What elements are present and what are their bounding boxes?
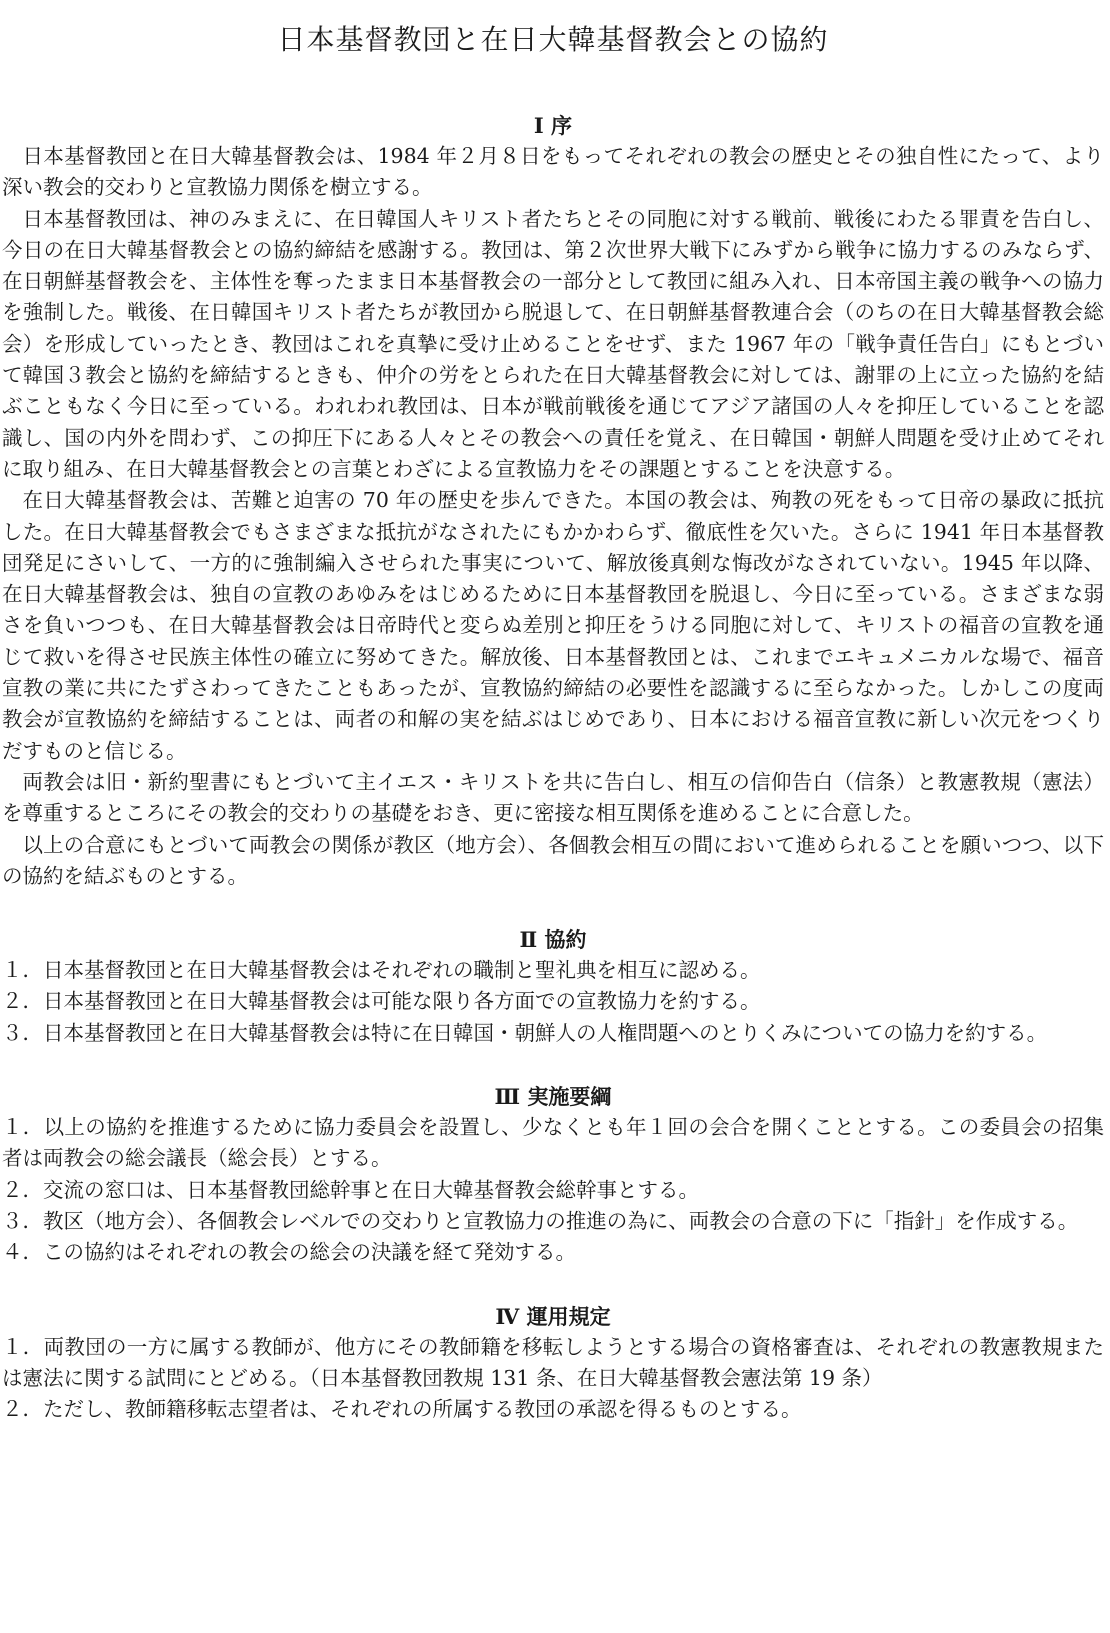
paragraph: 以上の合意にもとづいて両教会の関係が教区（地方会）、各個教会相互の間において進められることを願いつつ、以下の協約を結ぶものとする。 — [2, 832, 1104, 888]
list-item: ２．ただし、教師籍移転志望者は、それぞれの所属する教団の承認を得るものとする。 — [2, 1397, 802, 1422]
paragraph: 日本基督教団は、神のみまえに、在日韓国人キリスト者たちとその同胞に対する戦前、戦後にわたる罪責を告白し、今日の在日大韓基督教会との協約締結を感謝する。教団は、第２次世界大戦下にみずから戦争に協力するのみならず、在日朝鮮基督教会を、主体性を奪ったまま日本基督教会の一部分として教団に組み入れ、日本帝国主義の戦争への協力を強制した。戦後、在日韓国キリスト者たちが教団から脱退して、在日朝鮮基督教連合会（のちの在日大韓基督教会総会）を形成していったとき、教団はこれを真摯に受け止めることをせず、また 1967 年の「戦争責任告白」にもとづいて韓国３教会と協約を締結するときも、仲介の労をとられた在日大韓基督教会に対しては、謝罪の上に立った協約を結ぶこともなく今日に至っている。われわれ教団は、日本が戦前戦後を通じてアジア諸国の人々を抑圧していることを認識し、国の内外を問わず、この抑圧下にある人々とその教会への責任を覚え、在日韓国・朝鮮人問題を受け止めてそれに取り組み、在日大韓基督教会との言葉とわざによる宣教協力をその課題とすることを決意する。 — [2, 206, 1104, 481]
section-heading-agreement: Ⅱ 協約 — [519, 927, 587, 953]
list-item: １．両教団の一方に属する教師が、他方にその教師籍を移転しようとする場合の資格審査は、それぞれの教憲教規または憲法に関する試問にとどめる。（日本基督教団教規 131 条、在日大韓基督教会憲法第 19 条） — [2, 1334, 1104, 1390]
list-item: １．以上の協約を推進するために協力委員会を設置し、少なくとも年１回の会合を開くこととする。この委員会の招集者は両教会の総会議長（総会長）とする。 — [2, 1115, 1104, 1171]
paragraph: 両教会は旧・新約聖書にもとづいて主イエス・キリストを共に告白し、相互の信仰告白（信条）と教憲教規（憲法）を尊重するところにその教会的交わりの基礎をおき、更に密接な相互関係を進めることに合意した。 — [2, 769, 1104, 826]
list-item: ２．交流の窓口は、日本基督教団総幹事と在日大韓基督教会総幹事とする。 — [2, 1177, 699, 1202]
section-heading-implementation: Ⅲ 実施要綱 — [494, 1084, 612, 1110]
list-item: ３．日本基督教団と在日大韓基督教会は特に在日韓国・朝鮮人の人権問題へのとりくみについての協力を約する。 — [2, 1020, 1048, 1045]
section-heading-operation: Ⅳ 運用規定 — [495, 1303, 611, 1329]
list-item: ３．教区（地方会）、各個教会レベルでの交わりと宣教協力の推進の為に、両教会の合意の下に「指針」を作成する。 — [2, 1208, 1079, 1233]
list-item: ２．日本基督教団と在日大韓基督教会は可能な限り各方面での宣教協力を約する。 — [2, 989, 761, 1014]
paragraph: 在日大韓基督教会は、苦難と迫害の 70 年の歴史を歩んできた。本国の教会は、殉教の死をもって日帝の暴政に抵抗した。在日大韓基督教会でもさまざまな抵抗がなされたにもかかわらず、徹底性を欠いた。さらに 1941 年日本基督教団発足にさいして、一方的に強制編入させられた事実について、解放後真剣な悔改がなされていない。1945 年以降、在日大韓基督教会は、独自の宣教のあゆみをはじめるために日本基督教団を脱退し、今日に至っている。さまざまな弱さを負いつつも、在日大韓基督教会は日帝時代と変らぬ差別と抑圧をうける同胞に対して、キリストの福音の宣教を通じて救いを得させ民族主体性の確立に努めてきた。解放後、日本基督教団とは、これまでエキュメニカルな場で、福音宣教の業に共にたずさわってきたこともあったが、宣教協約締結の必要性を認識するに至らなかった。しかしこの度両教会が宣教協約を締結することは、両者の和解の実を結ぶはじめであり、日本における福音宣教に新しい次元をつくりだすものと信じる。 — [2, 488, 1104, 763]
paragraph: 日本基督教団と在日大韓基督教会は、1984 年２月８日をもってそれぞれの教会の歴史とその独自性にたって、より深い教会的交わりと宣教協力関係を樹立する。 — [2, 144, 1104, 200]
section-implementation-list — [2, 1112, 1104, 1268]
list-item: １．日本基督教団と在日大韓基督教会はそれぞれの職制と聖礼典を相互に認める。 — [2, 958, 761, 983]
section-agreement-list — [2, 955, 1104, 1049]
document-title: 日本基督教団と在日大韓基督教会との協約 — [277, 23, 829, 56]
section-preface-body — [2, 141, 1104, 892]
list-item: ４．この協約はそれぞれの教会の総会の決議を経て発効する。 — [2, 1240, 576, 1265]
section-heading-preface: Ⅰ 序 — [533, 113, 573, 138]
section-operation-list — [2, 1332, 1104, 1426]
